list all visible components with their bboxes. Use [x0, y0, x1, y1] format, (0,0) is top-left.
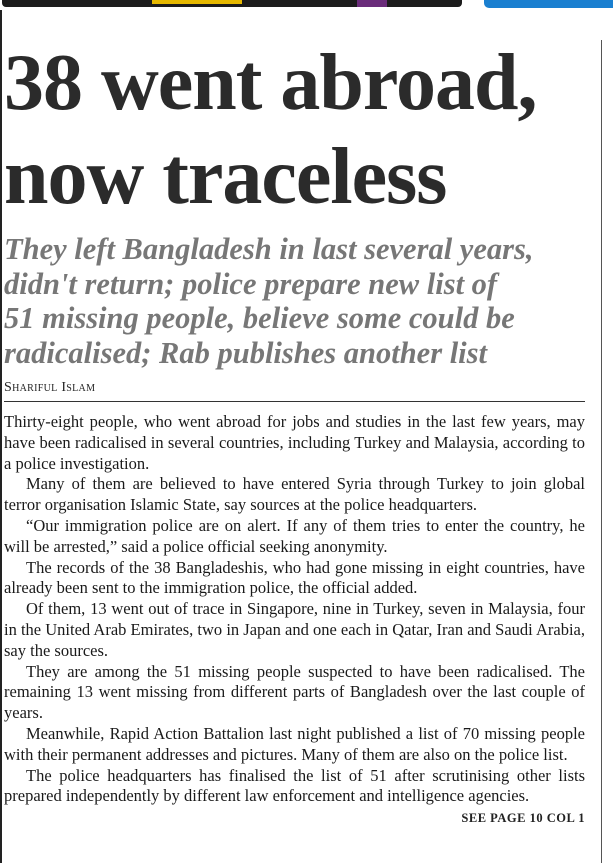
adjacent-banner — [2, 0, 462, 7]
subheadline — [4, 232, 585, 370]
body-paragraph: Thirty-eight people, who went abroad for jobs and studies in the last few years, may have been radicalised in several countries, including Turkey and Malaysia, according to a police investigation. — [4, 412, 585, 473]
byline: Shariful Islam — [4, 380, 585, 402]
body-paragraph: “Our immigration police are on alert. If any of them tries to enter the country, he will be arrested,” said a police official seeking anonymity. — [4, 515, 585, 556]
masthead-strip — [0, 0, 613, 10]
body-paragraph: Of them, 13 went out of trace in Singapore, nine in Turkey, seven in Malaysia, four in the United Arab Emirates, two in Japan and one each in Qatar, Iran and Saudi Arabia, say the sources. — [4, 599, 585, 660]
subheadline-line: radicalised; Rab publishes another list — [4, 335, 487, 370]
adjacent-blue-banner — [484, 0, 613, 8]
body-paragraph: The records of the 38 Bangladeshis, who had gone missing in eight countries, have already been sent to the immigration police, the official added. — [4, 557, 585, 598]
subheadline-line: didn't return; police prepare new list of — [4, 266, 498, 301]
subheadline-line: They left Bangladesh in last several years, — [4, 232, 534, 266]
body-paragraph: Many of them are believed to have entered Syria through Turkey to join global terror organisation Islamic State, say sources at the police headquarters. — [4, 474, 585, 515]
headline — [4, 36, 585, 224]
headline-line: now traceless — [4, 133, 447, 221]
headline-line: 38 went abroad, — [4, 39, 537, 127]
column-rule-right — [601, 40, 602, 863]
body-paragraph: The police headquarters has finalised the list of 51 after scrutinising other lists prepared independently by different law enforcement and intelligence agencies. — [4, 765, 585, 806]
article-body — [4, 412, 585, 807]
banner-accent — [152, 0, 242, 4]
continuation-note: SEE PAGE 10 COL 1 — [461, 811, 585, 826]
body-paragraph: They are among the 51 missing people suspected to have been radicalised. The remaining 13 went missing from different parts of Bangladesh over the last couple of years. — [4, 661, 585, 723]
banner-accent-purple — [357, 0, 387, 7]
news-article — [4, 36, 585, 826]
body-paragraph: Meanwhile, Rapid Action Battalion last night published a list of 70 missing people with their permanent addresses and pictures. Many of them are also on the police list. — [4, 723, 585, 764]
column-rule-left — [0, 10, 2, 863]
subheadline-line: 51 missing people, believe some could be — [4, 301, 515, 335]
